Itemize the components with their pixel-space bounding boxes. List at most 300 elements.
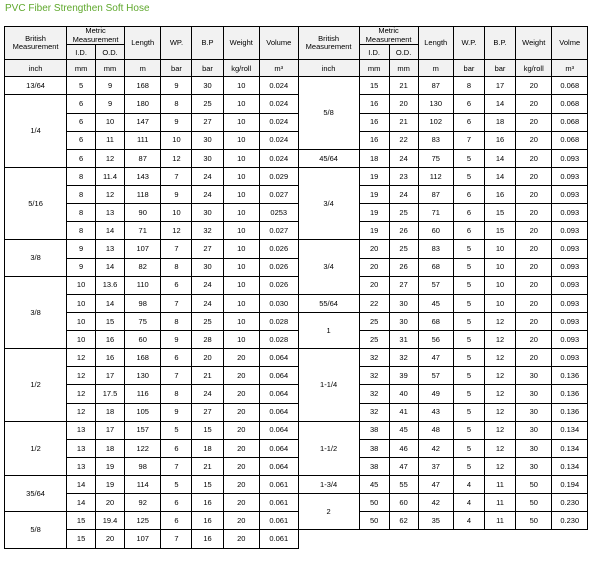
cell-length-left: 107 <box>125 240 161 258</box>
cell-wp-left: 6 <box>161 439 192 457</box>
unit-length-m-left: m <box>125 60 161 77</box>
cell-weight-left: 20 <box>223 421 259 439</box>
cell-volume-left: 0.024 <box>259 77 298 95</box>
cell-od-right: 27 <box>389 276 418 294</box>
cell-weight-right: 50 <box>516 476 552 494</box>
cell-length-left: 125 <box>125 512 161 530</box>
cell-bp-left: 30 <box>192 204 223 222</box>
unit-od-mm-left: mm <box>96 60 125 77</box>
cell-volume-left: 0.027 <box>259 186 298 204</box>
cell-id-left: 5 <box>67 77 96 95</box>
cell-length-left: 122 <box>125 439 161 457</box>
cell-wp-left: 8 <box>161 312 192 330</box>
cell-bp-right: 12 <box>484 439 515 457</box>
cell-length-left: 98 <box>125 457 161 475</box>
cell-bp-right: 10 <box>484 240 515 258</box>
cell-wp-left: 12 <box>161 222 192 240</box>
cell-od-right: 24 <box>389 149 418 167</box>
cell-bp-left: 24 <box>192 385 223 403</box>
cell-wp-right: 5 <box>453 385 484 403</box>
cell-od-right: 21 <box>389 113 418 131</box>
cell-od-left: 20 <box>96 530 125 548</box>
cell-bp-left: 16 <box>192 494 223 512</box>
cell-wp-left: 7 <box>161 294 192 312</box>
cell-bp-left: 15 <box>192 421 223 439</box>
cell-bp-left: 25 <box>192 95 223 113</box>
cell-bp-right: 16 <box>484 186 515 204</box>
cell-od-left: 12 <box>96 186 125 204</box>
cell-length-right: 112 <box>418 167 453 185</box>
cell-id-left: 6 <box>67 113 96 131</box>
cell-id-left: 8 <box>67 204 96 222</box>
cell-volume-left: 0.061 <box>259 476 298 494</box>
cell-wp-right: 5 <box>453 276 484 294</box>
cell-volume-left: 0.061 <box>259 512 298 530</box>
cell-weight-left: 10 <box>223 131 259 149</box>
cell-volume-left: 0.064 <box>259 403 298 421</box>
table-row <box>5 439 588 457</box>
cell-weight-left: 10 <box>223 331 259 349</box>
cell-od-right: 23 <box>389 167 418 185</box>
spec-table <box>4 26 588 549</box>
cell-id-left: 12 <box>67 403 96 421</box>
cell-wp-right: 4 <box>453 512 484 530</box>
cell-id-left: 12 <box>67 385 96 403</box>
cell-od-right: 31 <box>389 331 418 349</box>
cell-od-left: 16 <box>96 349 125 367</box>
cell-weight-right: 30 <box>516 367 552 385</box>
cell-weight-left: 10 <box>223 167 259 185</box>
cell-bp-left: 27 <box>192 113 223 131</box>
cell-bp-right: 11 <box>484 494 515 512</box>
cell-weight-left: 20 <box>223 530 259 548</box>
cell-id-right: 16 <box>359 95 389 113</box>
size-label-right: 3/4 <box>298 167 359 240</box>
cell-weight-left: 20 <box>223 349 259 367</box>
cell-od-right: 60 <box>389 494 418 512</box>
cell-bp-right: 12 <box>484 367 515 385</box>
cell-length-left: 105 <box>125 403 161 421</box>
cell-length-left: 147 <box>125 113 161 131</box>
cell-bp-left: 21 <box>192 367 223 385</box>
cell-weight-right: 50 <box>516 512 552 530</box>
cell-weight-left: 10 <box>223 258 259 276</box>
cell-od-right: 32 <box>389 349 418 367</box>
cell-bp-right: 12 <box>484 457 515 475</box>
cell-weight-right: 20 <box>516 77 552 95</box>
table-row <box>5 113 588 131</box>
cell-id-right: 38 <box>359 439 389 457</box>
table-row <box>5 204 588 222</box>
cell-weight-left: 10 <box>223 149 259 167</box>
cell-length-left: 75 <box>125 312 161 330</box>
cell-id-left: 8 <box>67 186 96 204</box>
size-label-left: 5/8 <box>5 512 67 548</box>
cell-length-left: 71 <box>125 222 161 240</box>
cell-weight-right: 20 <box>516 276 552 294</box>
cell-bp-right: 11 <box>484 512 515 530</box>
cell-weight-left: 10 <box>223 77 259 95</box>
table-row <box>5 530 588 548</box>
cell-id-right: 32 <box>359 403 389 421</box>
cell-volume-left: 0.061 <box>259 494 298 512</box>
cell-volume-left: 0.029 <box>259 167 298 185</box>
cell-bp-left: 24 <box>192 276 223 294</box>
cell-bp-left: 27 <box>192 240 223 258</box>
cell-length-right: 130 <box>418 95 453 113</box>
header-volume-left: Volume <box>259 27 298 60</box>
cell-weight-right: 20 <box>516 95 552 113</box>
cell-length-left: 90 <box>125 204 161 222</box>
cell-wp-left: 10 <box>161 204 192 222</box>
cell-weight-right: 20 <box>516 349 552 367</box>
cell-volume-right: 0.230 <box>552 512 588 530</box>
cell-bp-left: 24 <box>192 167 223 185</box>
cell-bp-right: 12 <box>484 421 515 439</box>
cell-length-right: 83 <box>418 131 453 149</box>
cell-length-right: 83 <box>418 240 453 258</box>
cell-od-left: 18 <box>96 439 125 457</box>
cell-volume-right: 0.194 <box>552 476 588 494</box>
cell-weight-left: 20 <box>223 494 259 512</box>
header-bp-right: B.P. <box>484 27 515 60</box>
table-row <box>5 476 588 494</box>
cell-volume-right: 0.093 <box>552 349 588 367</box>
cell-bp-right: 15 <box>484 222 515 240</box>
cell-volume-right: 0.068 <box>552 77 588 95</box>
cell-wp-left: 10 <box>161 131 192 149</box>
cell-wp-left: 9 <box>161 331 192 349</box>
cell-length-left: 157 <box>125 421 161 439</box>
cell-od-right: 25 <box>389 240 418 258</box>
unit-bp-bar-right: bar <box>484 60 515 77</box>
cell-wp-left: 6 <box>161 512 192 530</box>
cell-wp-right: 5 <box>453 439 484 457</box>
table-row <box>5 240 588 258</box>
cell-id-right: 19 <box>359 167 389 185</box>
cell-length-right: 47 <box>418 349 453 367</box>
cell-wp-left: 8 <box>161 385 192 403</box>
cell-weight-right: 20 <box>516 186 552 204</box>
cell-id-left: 6 <box>67 95 96 113</box>
cell-length-left: 180 <box>125 95 161 113</box>
cell-volume-right: 0.136 <box>552 403 588 421</box>
cell-od-right: 45 <box>389 421 418 439</box>
cell-od-right: 22 <box>389 131 418 149</box>
cell-bp-right: 10 <box>484 258 515 276</box>
cell-length-right: 87 <box>418 77 453 95</box>
cell-id-left: 8 <box>67 222 96 240</box>
cell-wp-right: 6 <box>453 95 484 113</box>
header-od-left: O.D. <box>96 45 125 60</box>
cell-bp-left: 24 <box>192 186 223 204</box>
cell-id-left: 10 <box>67 312 96 330</box>
cell-id-right: 32 <box>359 367 389 385</box>
table-row <box>5 222 588 240</box>
size-label-right: 1-1/4 <box>298 349 359 422</box>
cell-length-left: 111 <box>125 131 161 149</box>
table-row <box>5 258 588 276</box>
table-row <box>5 367 588 385</box>
cell-od-left: 9 <box>96 77 125 95</box>
cell-volume-right: 0.136 <box>552 385 588 403</box>
cell-weight-right: 30 <box>516 439 552 457</box>
cell-weight-right: 20 <box>516 167 552 185</box>
cell-wp-right: 5 <box>453 258 484 276</box>
cell-volume-right: 0.093 <box>552 294 588 312</box>
unit-length-m-right: m <box>418 60 453 77</box>
cell-volume-left: 0.030 <box>259 294 298 312</box>
cell-bp-right: 15 <box>484 204 515 222</box>
cell-id-right: 45 <box>359 476 389 494</box>
cell-bp-right: 14 <box>484 167 515 185</box>
header-wp-right: W.P. <box>453 27 484 60</box>
cell-id-right: 20 <box>359 240 389 258</box>
table-row <box>5 312 588 330</box>
header-od-right: O.D. <box>389 45 418 60</box>
cell-id-right: 16 <box>359 131 389 149</box>
cell-length-left: 168 <box>125 77 161 95</box>
cell-id-right: 38 <box>359 457 389 475</box>
cell-od-left: 19.4 <box>96 512 125 530</box>
cell-bp-left: 30 <box>192 131 223 149</box>
table-row <box>5 131 588 149</box>
cell-weight-left: 20 <box>223 367 259 385</box>
cell-bp-left: 32 <box>192 222 223 240</box>
cell-weight-left: 10 <box>223 240 259 258</box>
cell-length-right: 60 <box>418 222 453 240</box>
cell-wp-left: 6 <box>161 494 192 512</box>
cell-od-right: 62 <box>389 512 418 530</box>
cell-volume-left: 0253 <box>259 204 298 222</box>
header-id-left: I.D. <box>67 45 96 60</box>
cell-id-left: 10 <box>67 276 96 294</box>
cell-id-right: 19 <box>359 204 389 222</box>
cell-bp-right: 10 <box>484 294 515 312</box>
cell-od-left: 14 <box>96 294 125 312</box>
cell-weight-left: 10 <box>223 312 259 330</box>
cell-length-right: 102 <box>418 113 453 131</box>
cell-volume-left: 0.026 <box>259 276 298 294</box>
cell-od-left: 13 <box>96 204 125 222</box>
size-label-left: 35/64 <box>5 476 67 512</box>
cell-wp-left: 8 <box>161 258 192 276</box>
header-id-right: I.D. <box>359 45 389 60</box>
cell-bp-right: 12 <box>484 385 515 403</box>
cell-id-right: 32 <box>359 349 389 367</box>
cell-od-left: 10 <box>96 113 125 131</box>
cell-od-right: 30 <box>389 294 418 312</box>
header-wp-left: WP. <box>161 27 192 60</box>
spec-table-body <box>5 77 588 548</box>
cell-id-right: 20 <box>359 276 389 294</box>
cell-length-right: 43 <box>418 403 453 421</box>
cell-weight-left: 20 <box>223 476 259 494</box>
cell-weight-left: 20 <box>223 385 259 403</box>
table-row <box>5 512 588 530</box>
cell-bp-left: 28 <box>192 331 223 349</box>
cell-bp-left: 25 <box>192 312 223 330</box>
cell-volume-right: 0.093 <box>552 149 588 167</box>
cell-volume-right: 0.093 <box>552 186 588 204</box>
cell-id-left: 12 <box>67 367 96 385</box>
cell-id-right: 25 <box>359 312 389 330</box>
cell-volume-right: 0.136 <box>552 367 588 385</box>
size-label-right: 3/4 <box>298 240 359 294</box>
cell-weight-right: 20 <box>516 204 552 222</box>
cell-length-right: 57 <box>418 276 453 294</box>
cell-wp-left: 9 <box>161 186 192 204</box>
cell-volume-right: 0.230 <box>552 494 588 512</box>
cell-volume-left: 0.024 <box>259 131 298 149</box>
cell-bp-right: 14 <box>484 95 515 113</box>
unit-id-mm-left: mm <box>67 60 96 77</box>
size-label-right: 1-3/4 <box>298 476 359 494</box>
table-row <box>5 331 588 349</box>
table-title: PVC Fiber Strengthen Soft Hose <box>5 3 150 14</box>
cell-id-left: 8 <box>67 167 96 185</box>
cell-weight-right: 20 <box>516 113 552 131</box>
table-row <box>5 349 588 367</box>
cell-wp-right: 5 <box>453 294 484 312</box>
cell-id-left: 15 <box>67 530 96 548</box>
cell-id-left: 13 <box>67 439 96 457</box>
cell-volume-right: 0.068 <box>552 113 588 131</box>
cell-bp-right: 12 <box>484 349 515 367</box>
cell-bp-right: 12 <box>484 403 515 421</box>
cell-bp-left: 16 <box>192 530 223 548</box>
size-label-left: 3/8 <box>5 276 67 349</box>
unit-inch-left: inch <box>5 60 67 77</box>
cell-od-left: 13 <box>96 240 125 258</box>
cell-volume-right: 0.093 <box>552 167 588 185</box>
size-label-right: 45/64 <box>298 149 359 167</box>
cell-id-left: 12 <box>67 349 96 367</box>
size-label-left: 1/2 <box>5 421 67 475</box>
cell-weight-left: 20 <box>223 439 259 457</box>
header-length-right: Length <box>418 27 453 60</box>
size-label-right: 1 <box>298 312 359 348</box>
cell-weight-right: 50 <box>516 494 552 512</box>
cell-length-right: 37 <box>418 457 453 475</box>
size-label-left: 1/2 <box>5 349 67 422</box>
cell-wp-right: 5 <box>453 240 484 258</box>
cell-od-left: 11.4 <box>96 167 125 185</box>
cell-volume-right: 0.093 <box>552 204 588 222</box>
cell-bp-left: 18 <box>192 439 223 457</box>
cell-volume-right: 0.093 <box>552 258 588 276</box>
cell-length-left: 143 <box>125 167 161 185</box>
table-row <box>5 276 588 294</box>
cell-od-right: 21 <box>389 77 418 95</box>
cell-bp-left: 21 <box>192 457 223 475</box>
cell-bp-right: 14 <box>484 149 515 167</box>
cell-weight-left: 20 <box>223 457 259 475</box>
cell-length-left: 110 <box>125 276 161 294</box>
unit-volume-right: m³ <box>552 60 588 77</box>
cell-length-right: 45 <box>418 294 453 312</box>
unit-bp-bar-left: bar <box>192 60 223 77</box>
table-row <box>5 167 588 185</box>
cell-wp-right: 7 <box>453 131 484 149</box>
cell-weight-right: 20 <box>516 131 552 149</box>
size-label-right: 5/8 <box>298 77 359 150</box>
cell-id-right: 50 <box>359 494 389 512</box>
cell-wp-left: 5 <box>161 476 192 494</box>
cell-weight-right: 20 <box>516 294 552 312</box>
cell-od-left: 14 <box>96 258 125 276</box>
cell-bp-left: 30 <box>192 149 223 167</box>
cell-id-right: 50 <box>359 512 389 530</box>
cell-weight-left: 10 <box>223 204 259 222</box>
cell-weight-right: 20 <box>516 258 552 276</box>
cell-volume-left: 0.024 <box>259 149 298 167</box>
cell-wp-right: 5 <box>453 367 484 385</box>
cell-weight-left: 10 <box>223 95 259 113</box>
cell-id-left: 13 <box>67 421 96 439</box>
table-row <box>5 77 588 95</box>
cell-wp-right: 6 <box>453 222 484 240</box>
unit-wp-bar-right: bar <box>453 60 484 77</box>
cell-volume-left: 0.064 <box>259 421 298 439</box>
cell-wp-left: 9 <box>161 403 192 421</box>
cell-weight-right: 30 <box>516 385 552 403</box>
cell-volume-right: 0.093 <box>552 331 588 349</box>
cell-length-left: 60 <box>125 331 161 349</box>
size-label-left: 13/64 <box>5 77 67 95</box>
cell-id-right: 16 <box>359 113 389 131</box>
header-length-left: Length <box>125 27 161 60</box>
unit-volume-left: m³ <box>259 60 298 77</box>
cell-length-right: 75 <box>418 149 453 167</box>
cell-length-right: 42 <box>418 494 453 512</box>
size-label-right: 55/64 <box>298 294 359 312</box>
cell-od-right: 24 <box>389 186 418 204</box>
cell-weight-right: 20 <box>516 149 552 167</box>
cell-weight-right: 30 <box>516 457 552 475</box>
cell-wp-left: 7 <box>161 457 192 475</box>
cell-wp-left: 5 <box>161 421 192 439</box>
cell-od-left: 17.5 <box>96 385 125 403</box>
cell-bp-left: 30 <box>192 77 223 95</box>
table-row <box>5 421 588 439</box>
cell-bp-left: 20 <box>192 349 223 367</box>
cell-length-right: 48 <box>418 421 453 439</box>
cell-weight-right: 20 <box>516 222 552 240</box>
cell-bp-left: 16 <box>192 512 223 530</box>
cell-od-right: 46 <box>389 439 418 457</box>
cell-weight-right: 30 <box>516 421 552 439</box>
cell-wp-right: 4 <box>453 494 484 512</box>
cell-volume-left: 0.064 <box>259 385 298 403</box>
cell-od-left: 14 <box>96 222 125 240</box>
cell-od-right: 39 <box>389 367 418 385</box>
cell-id-left: 9 <box>67 258 96 276</box>
cell-volume-left: 0.064 <box>259 349 298 367</box>
cell-wp-right: 6 <box>453 113 484 131</box>
cell-id-left: 10 <box>67 331 96 349</box>
cell-volume-right: 0.093 <box>552 312 588 330</box>
cell-weight-right: 30 <box>516 403 552 421</box>
table-row <box>5 385 588 403</box>
cell-wp-right: 5 <box>453 349 484 367</box>
cell-length-left: 98 <box>125 294 161 312</box>
cell-od-right: 30 <box>389 312 418 330</box>
cell-wp-left: 6 <box>161 276 192 294</box>
cell-wp-right: 5 <box>453 421 484 439</box>
cell-weight-left: 20 <box>223 512 259 530</box>
cell-weight-left: 10 <box>223 113 259 131</box>
